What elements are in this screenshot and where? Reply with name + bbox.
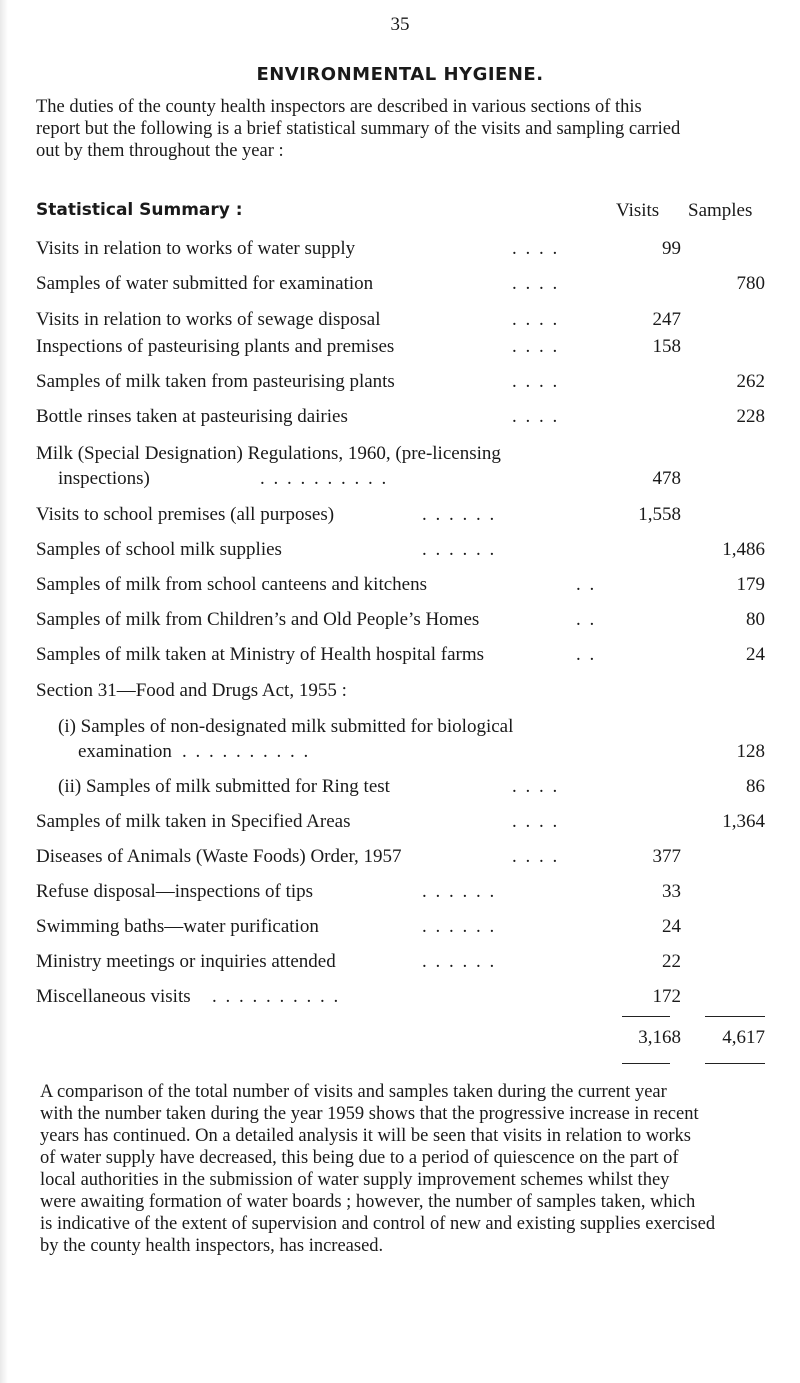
row-label: Bottle rinses taken at pasteurising dairies: [36, 406, 348, 427]
table-row: [0, 644, 800, 668]
table-row: [0, 443, 800, 467]
samples-value: 128: [736, 741, 765, 762]
table-row: [0, 371, 800, 395]
visits-value: 99: [662, 238, 681, 259]
row-label: Inspections of pasteurising plants and premises: [36, 336, 395, 357]
samples-total: 4,617: [722, 1027, 765, 1048]
dot-leader: . .: [576, 644, 597, 665]
dot-leader: . . . . . .: [422, 881, 497, 902]
table-row: [0, 336, 800, 360]
closing-line: A comparison of the total number of visits and samples taken during the current year: [40, 1082, 667, 1102]
table-row: [0, 539, 800, 563]
visits-value: 33: [662, 881, 681, 902]
samples-total-rule-bottom: [705, 1063, 765, 1064]
samples-value: 80: [746, 609, 765, 630]
samples-value: 179: [736, 574, 765, 595]
row-label: examination: [78, 741, 172, 762]
samples-value: 1,364: [722, 811, 765, 832]
table-row: [0, 916, 800, 940]
row-label: Milk (Special Designation) Regulations, 1960, (pre-licensing: [36, 443, 501, 464]
table-row: [0, 811, 800, 835]
visits-value: 172: [652, 986, 681, 1007]
visits-value: 478: [652, 468, 681, 489]
table-row: [0, 238, 800, 262]
row-label: Visits to school premises (all purposes): [36, 504, 335, 525]
dot-leader: . . . .: [512, 776, 560, 797]
table-row: [0, 609, 800, 633]
section-heading: ENVIRONMENTAL HYGIENE.: [256, 64, 544, 85]
visits-total: 3,168: [638, 1027, 681, 1048]
dot-leader: . . . .: [512, 273, 560, 294]
dot-leader: . . . .: [512, 336, 560, 357]
dot-leader: . . . . . .: [422, 951, 497, 972]
row-label: Refuse disposal—inspections of tips: [36, 881, 314, 902]
samples-column-header: Samples: [688, 200, 753, 221]
table-row: [0, 309, 800, 333]
dot-leader: . . . . . .: [422, 504, 497, 525]
visits-value: 22: [662, 951, 681, 972]
samples-value: 262: [736, 371, 765, 392]
table-row: [0, 846, 800, 870]
row-label: Samples of milk taken in Specified Areas: [36, 811, 351, 832]
table-row: [0, 741, 800, 765]
intro-line: report but the following is a brief statistical summary of the visits and sampling carried: [36, 119, 681, 139]
row-label: (i) Samples of non-designated milk submitted for biological: [58, 716, 514, 737]
visits-value: 377: [652, 846, 681, 867]
dot-leader: . . . .: [512, 309, 560, 330]
row-label: Samples of school milk supplies: [36, 539, 282, 560]
dot-leader: . . . . . .: [422, 916, 497, 937]
dot-leader: . . . . . . . . . .: [260, 468, 389, 489]
table-row: [0, 881, 800, 905]
dot-leader: . . . . . . . . . .: [182, 741, 311, 762]
table-row: [0, 273, 800, 297]
page-number: 35: [390, 14, 410, 35]
closing-line: is indicative of the extent of supervision and control of new and existing supplies exercised: [40, 1214, 716, 1234]
row-label: Diseases of Animals (Waste Foods) Order, 1957: [36, 846, 402, 867]
samples-value: 1,486: [722, 539, 765, 560]
closing-line: were awaiting formation of water boards ; however, the number of samples taken, which: [40, 1192, 696, 1212]
closing-line: of water supply have decreased, this being due to a period of quiescence on the part of: [40, 1148, 679, 1168]
row-label: inspections): [58, 468, 150, 489]
table-row: [0, 776, 800, 800]
row-label: Samples of milk taken from pasteurising plants: [36, 371, 395, 392]
dot-leader: . .: [576, 574, 597, 595]
closing-line: by the county health inspectors, has increased.: [40, 1236, 384, 1256]
row-label: Visits in relation to works of sewage disposal: [36, 309, 381, 330]
intro-line: The duties of the county health inspectors are described in various sections of this: [36, 97, 642, 117]
table-row: [0, 504, 800, 528]
samples-value: 86: [746, 776, 765, 797]
dot-leader: . . . . . . . . . .: [212, 986, 341, 1007]
samples-value: 780: [736, 273, 765, 294]
row-label: Samples of milk from school canteens and kitchens: [36, 574, 427, 595]
visits-value: 247: [652, 309, 681, 330]
visits-total-rule-bottom: [622, 1063, 670, 1064]
visits-column-header: Visits: [616, 200, 660, 221]
row-label: Samples of milk taken at Ministry of Health hospital farms: [36, 644, 485, 665]
table-row: [0, 716, 800, 740]
dot-leader: . . . .: [512, 406, 560, 427]
intro-paragraph: [36, 96, 766, 162]
summary-title: Statistical Summary :: [36, 200, 243, 220]
table-row: [0, 468, 800, 492]
row-label: Ministry meetings or inquiries attended: [36, 951, 336, 972]
table-row: [0, 406, 800, 430]
closing-line: years has continued. On a detailed analysis it will be seen that visits in relation to works: [40, 1126, 691, 1146]
dot-leader: . . . .: [512, 238, 560, 259]
visits-value: 24: [662, 916, 681, 937]
dot-leader: . .: [576, 609, 597, 630]
visits-total-rule-top: [622, 1016, 670, 1017]
table-row: [0, 574, 800, 598]
row-label: Visits in relation to works of water supply: [36, 238, 356, 259]
table-row: [0, 680, 800, 704]
samples-value: 24: [746, 644, 765, 665]
row-label: Swimming baths—water purification: [36, 916, 319, 937]
table-row: [0, 986, 800, 1010]
closing-paragraph: [40, 1081, 766, 1257]
row-label: (ii) Samples of milk submitted for Ring test: [58, 776, 390, 797]
dot-leader: . . . .: [512, 846, 560, 867]
samples-value: 228: [736, 406, 765, 427]
dot-leader: . . . . . .: [422, 539, 497, 560]
row-label: Miscellaneous visits: [36, 986, 191, 1007]
table-row: [0, 951, 800, 975]
visits-value: 1,558: [638, 504, 681, 525]
dot-leader: . . . .: [512, 811, 560, 832]
dot-leader: . . . .: [512, 371, 560, 392]
visits-value: 158: [652, 336, 681, 357]
samples-total-rule-top: [705, 1016, 765, 1017]
closing-line: local authorities in the submission of water supply improvement schemes whilst they: [40, 1170, 670, 1190]
row-label: Samples of milk from Children’s and Old People’s Homes: [36, 609, 480, 630]
row-label: Samples of water submitted for examination: [36, 273, 374, 294]
row-label: Section 31—Food and Drugs Act, 1955 :: [36, 680, 347, 701]
intro-line: out by them throughout the year :: [36, 141, 284, 161]
closing-line: with the number taken during the year 1959 shows that the progressive increase in recent: [40, 1104, 699, 1124]
